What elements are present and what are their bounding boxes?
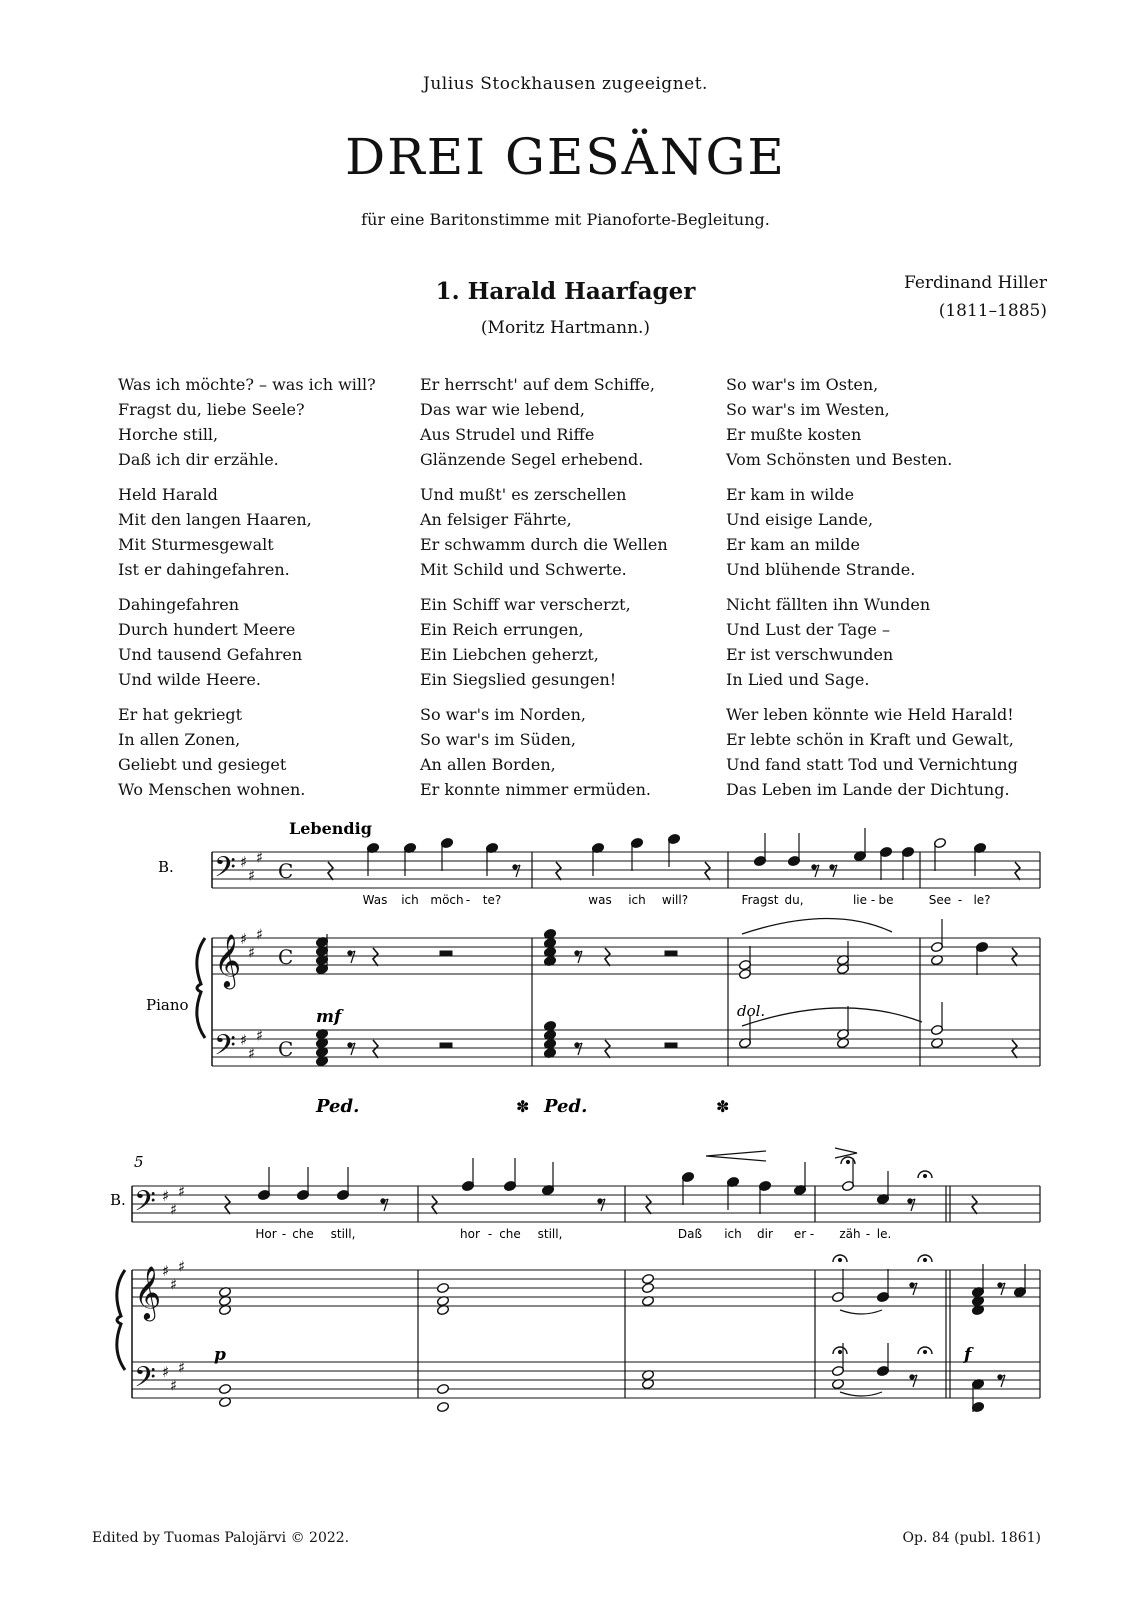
lyric-syllable: zäh bbox=[839, 1227, 861, 1241]
poem-line: Daß ich dir erzähle. bbox=[118, 450, 279, 469]
poem-line: Held Harald bbox=[118, 485, 218, 504]
poem-line: Er hat gekriegt bbox=[118, 705, 243, 724]
key-signature-sharp: ♯ bbox=[178, 1182, 186, 1201]
key-signature-sharp: ♯ bbox=[170, 1200, 178, 1219]
lyric-syllable: Fragst bbox=[741, 893, 779, 907]
poem-line: Geliebt und gesieget bbox=[118, 755, 287, 774]
rest bbox=[432, 1196, 437, 1214]
whole-rest bbox=[665, 951, 677, 955]
lyric-syllable: still, bbox=[330, 1227, 356, 1241]
lyric-syllable: still, bbox=[537, 1227, 563, 1241]
poem-line: Und tausend Gefahren bbox=[118, 645, 303, 664]
treble-clef: 𝄞 bbox=[134, 1265, 162, 1319]
poem-line: Er kam an milde bbox=[726, 535, 860, 554]
key-signature-sharp: ♯ bbox=[240, 853, 248, 871]
poem-line: Und eisige Lande, bbox=[726, 510, 874, 529]
lyric-syllable: - bbox=[281, 1227, 287, 1241]
dynamic-p: p bbox=[214, 1345, 226, 1365]
measure-number: 5 bbox=[134, 1153, 144, 1171]
lyric-syllable: Was bbox=[362, 893, 388, 907]
dedication: Julius Stockhausen zugeeignet. bbox=[423, 74, 708, 94]
slur bbox=[742, 918, 892, 934]
time-signature: C bbox=[278, 1037, 294, 1061]
piano-label: Piano bbox=[146, 996, 189, 1014]
notehead bbox=[641, 1282, 654, 1293]
poem-line: Vom Schönsten und Besten. bbox=[726, 450, 953, 469]
slur bbox=[742, 1008, 922, 1026]
key-signature-sharp: ♯ bbox=[170, 1275, 178, 1294]
poem-line: Und mußt' es zerschellen bbox=[420, 485, 627, 504]
notehead bbox=[218, 1383, 231, 1394]
song-title: 1. Harald Haarfager bbox=[435, 278, 696, 305]
voice-label: B. bbox=[110, 1191, 126, 1209]
lyric-syllable: che bbox=[292, 1227, 314, 1241]
lyrics-system-1 bbox=[363, 893, 991, 907]
poem-line: Dahingefahren bbox=[118, 595, 239, 614]
key-signature-sharp: ♯ bbox=[170, 1376, 178, 1395]
poem-line: Und wilde Heere. bbox=[118, 670, 261, 689]
lyric-syllable: ich bbox=[401, 893, 419, 907]
expression-dolce: dol. bbox=[737, 1002, 766, 1020]
accent bbox=[835, 1148, 857, 1158]
poem-line: Er kam in wilde bbox=[726, 485, 855, 504]
key-signature-sharp: ♯ bbox=[248, 943, 256, 962]
rest bbox=[605, 1040, 610, 1058]
lyric-syllable: Daß bbox=[677, 1227, 703, 1241]
lyric-syllable: be bbox=[878, 893, 894, 907]
lyric-syllable: er bbox=[793, 1227, 807, 1241]
footer-opus: Op. 84 (publ. 1861) bbox=[902, 1530, 1041, 1546]
poem-line: Mit den langen Haaren, bbox=[118, 510, 312, 529]
tie bbox=[840, 1310, 882, 1314]
lyric-syllable: Hor bbox=[255, 1227, 277, 1241]
pedal-release-mark: ✽ bbox=[516, 1097, 530, 1116]
poem-line: Er konnte nimmer ermüden. bbox=[420, 780, 651, 799]
poem-line: In allen Zonen, bbox=[118, 730, 241, 749]
pedal-mark: Ped. bbox=[544, 1096, 588, 1117]
poem-line: Ist er dahingefahren. bbox=[118, 560, 290, 579]
whole-rest bbox=[440, 951, 452, 955]
rest bbox=[328, 862, 333, 880]
poem-line: Aus Strudel und Riffe bbox=[420, 425, 595, 444]
notehead bbox=[436, 1282, 449, 1293]
treble-clef: 𝄞 bbox=[214, 933, 242, 987]
key-signature-sharp: ♯ bbox=[162, 1363, 170, 1381]
poem-line: In Lied und Sage. bbox=[726, 670, 870, 689]
lyric-syllable: che bbox=[499, 1227, 521, 1241]
composer-dates: (1811–1885) bbox=[938, 301, 1047, 321]
rest bbox=[1015, 862, 1020, 880]
fermata bbox=[923, 1350, 926, 1353]
pedal-release-mark: ✽ bbox=[716, 1097, 730, 1116]
lyric-syllable: - bbox=[870, 893, 876, 907]
poem-line: An allen Borden, bbox=[420, 755, 556, 774]
poem-line: Er schwamm durch die Wellen bbox=[420, 535, 668, 554]
lyric-syllable: le. bbox=[876, 1227, 892, 1241]
lyric-syllable: will? bbox=[661, 893, 689, 907]
lyric-syllable: - bbox=[487, 1227, 493, 1241]
rest bbox=[1012, 1040, 1017, 1058]
poem-line: So war's im Osten, bbox=[726, 375, 879, 394]
lyrics-system-2 bbox=[255, 1227, 891, 1241]
lyric-syllable: du, bbox=[784, 893, 804, 907]
whole-rest bbox=[440, 1043, 452, 1047]
bass-clef: 𝄢 bbox=[134, 1361, 156, 1401]
key-signature-sharp: ♯ bbox=[256, 925, 264, 944]
composer-name: Ferdinand Hiller bbox=[903, 273, 1047, 293]
fermata bbox=[923, 1258, 926, 1261]
lyric-syllable: See bbox=[928, 893, 952, 907]
main-title: DREI GESÄNGE bbox=[345, 128, 786, 186]
rest bbox=[705, 862, 710, 880]
key-signature-sharp: ♯ bbox=[240, 930, 248, 948]
lyric-syllable: was bbox=[588, 893, 612, 907]
footer-editor: Edited by Tuomas Palojärvi © 2022. bbox=[92, 1530, 350, 1546]
bass-clef: 𝄢 bbox=[134, 1185, 156, 1225]
lyric-syllable: ich bbox=[724, 1227, 742, 1241]
poem-line: Glänzende Segel erhebend. bbox=[420, 450, 644, 469]
dynamic-mf: mf bbox=[316, 1007, 342, 1027]
brace bbox=[117, 1270, 125, 1370]
crescendo bbox=[706, 1151, 766, 1161]
key-signature-sharp: ♯ bbox=[248, 1044, 256, 1063]
notehead bbox=[641, 1273, 654, 1284]
poem-line: Nicht fällten ihn Wunden bbox=[726, 595, 931, 614]
poem-line: Wer leben könnte wie Held Harald! bbox=[726, 705, 1014, 724]
voice-label: B. bbox=[158, 858, 174, 876]
poem-line: So war's im Norden, bbox=[420, 705, 587, 724]
poem-line: Ein Siegslied gesungen! bbox=[420, 670, 617, 689]
poem-line: Fragst du, liebe Seele? bbox=[118, 400, 305, 419]
whole-rest bbox=[665, 1043, 677, 1047]
poem-line: Er herrscht' auf dem Schiffe, bbox=[420, 375, 655, 394]
rest bbox=[972, 1196, 977, 1214]
key-signature-sharp: ♯ bbox=[256, 1026, 264, 1045]
notehead bbox=[436, 1383, 449, 1394]
key-signature-sharp: ♯ bbox=[162, 1187, 170, 1205]
tempo-marking: Lebendig bbox=[289, 819, 372, 838]
poem-line: Mit Sturmesgewalt bbox=[118, 535, 274, 554]
poem-line: Das Leben im Lande der Dichtung. bbox=[726, 780, 1010, 799]
time-signature: C bbox=[278, 945, 294, 969]
poem-line: Durch hundert Meere bbox=[118, 620, 296, 639]
rest bbox=[225, 1196, 230, 1214]
poem-line: So war's im Süden, bbox=[420, 730, 576, 749]
rest bbox=[605, 948, 610, 966]
key-signature-sharp: ♯ bbox=[162, 1262, 170, 1280]
poem-line: Mit Schild und Schwerte. bbox=[420, 560, 627, 579]
lyric-syllable: - bbox=[957, 893, 963, 907]
poem-line: Und blühende Strande. bbox=[726, 560, 916, 579]
poet: (Moritz Hartmann.) bbox=[480, 318, 651, 338]
key-signature-sharp: ♯ bbox=[256, 848, 264, 867]
poem-line: Horche still, bbox=[118, 425, 219, 444]
dynamic-f: f bbox=[964, 1345, 972, 1365]
lyric-syllable: - bbox=[865, 1227, 871, 1241]
poem-line: Ein Reich errungen, bbox=[420, 620, 584, 639]
lyric-syllable: ich bbox=[628, 893, 646, 907]
time-signature: C bbox=[278, 859, 294, 883]
rest bbox=[646, 1196, 651, 1214]
subtitle: für eine Baritonstimme mit Pianoforte-Begleitung. bbox=[361, 210, 770, 229]
notehead bbox=[436, 1401, 449, 1412]
rest bbox=[556, 862, 561, 880]
rest bbox=[373, 948, 378, 966]
key-signature-sharp: ♯ bbox=[178, 1257, 186, 1276]
fermata bbox=[838, 1258, 841, 1261]
poem-line: Er lebte schön in Kraft und Gewalt, bbox=[726, 730, 1014, 749]
tie bbox=[840, 1392, 882, 1396]
key-signature-sharp: ♯ bbox=[240, 1031, 248, 1049]
poem-line: Wo Menschen wohnen. bbox=[118, 780, 306, 799]
poem-line: Ein Schiff war verscherzt, bbox=[420, 595, 631, 614]
poem-line: Und fand statt Tod und Vernichtung bbox=[726, 755, 1018, 774]
lyric-syllable: le? bbox=[973, 893, 991, 907]
rest bbox=[1012, 948, 1017, 966]
lyric-syllable: lie bbox=[852, 893, 868, 907]
pedal-mark: Ped. bbox=[316, 1096, 360, 1117]
key-signature-sharp: ♯ bbox=[178, 1358, 186, 1377]
bass-clef: 𝄢 bbox=[214, 1029, 236, 1069]
lyric-syllable: - bbox=[809, 1227, 815, 1241]
poem-line: An felsiger Fährte, bbox=[420, 510, 572, 529]
key-signature-sharp: ♯ bbox=[248, 866, 256, 885]
brace bbox=[197, 938, 205, 1038]
lyric-syllable: dir bbox=[757, 1227, 773, 1241]
fermata bbox=[846, 1160, 849, 1163]
fermata bbox=[923, 1174, 926, 1177]
poem-line: Was ich möchte? – was ich will? bbox=[118, 375, 376, 394]
lyric-syllable: - bbox=[465, 893, 471, 907]
poem-line: Das war wie lebend, bbox=[420, 400, 585, 419]
rest bbox=[373, 1040, 378, 1058]
poem-line: Und Lust der Tage – bbox=[726, 620, 890, 639]
poem-line: Er ist verschwunden bbox=[726, 645, 894, 664]
lyric-syllable: hor bbox=[460, 1227, 480, 1241]
poem-line: So war's im Westen, bbox=[726, 400, 890, 419]
lyric-syllable: möch bbox=[430, 893, 464, 907]
poem-line: Ein Liebchen geherzt, bbox=[420, 645, 599, 664]
lyric-syllable: te? bbox=[482, 893, 502, 907]
fermata bbox=[838, 1350, 841, 1353]
bass-clef: 𝄢 bbox=[214, 851, 236, 891]
poem-line: Er mußte kosten bbox=[726, 425, 862, 444]
